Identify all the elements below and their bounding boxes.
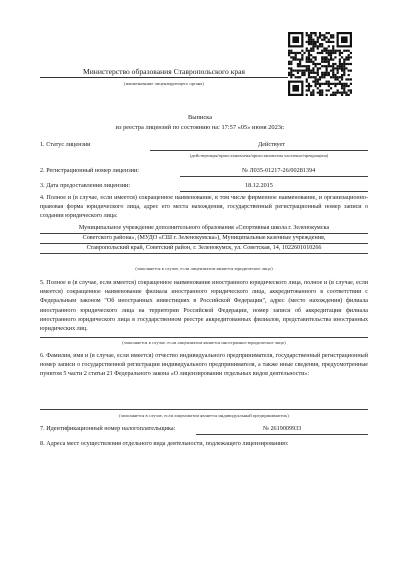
date-label: 3. Дата предоставления лицензии: <box>40 182 131 189</box>
reg-number-value: № Л035-01217-26/00281394 <box>242 167 316 174</box>
item5-caption: (заполняется в случае, если лицензиатом является иностранное юридическое лицо) <box>122 340 286 345</box>
licensing-authority-name: Министерство образования Ставропольского края <box>82 67 246 76</box>
status-caption: (действующая/приостановлена/приостановлена частично/прекращена) <box>189 153 329 158</box>
status-value: Действует <box>258 141 285 148</box>
date-value: 18.12.2015 <box>245 182 273 189</box>
item4-fill-line: Муниципальное учреждение дополнительного образования «Спортивная школа г. Зеленокумска <box>78 225 330 231</box>
inn-value: № 2619009933 <box>263 425 302 432</box>
item6-caption: (заполняется в случае, если лицензиатом является индивидуальный предприниматель) <box>119 413 289 418</box>
divider <box>40 409 368 410</box>
item4-text: 4. Полное и (в случае, если имеется) сокращенное наименование, в том числе фирменное наименование, и организационно-правовая форма юридического лица, адрес его места нахождения, государственный регистрационный номер записи о создании юридического лица: <box>40 195 368 220</box>
divider <box>196 434 368 435</box>
licensing-authority-caption: (наименование лицензирующего органа) <box>124 81 204 86</box>
item4-fill-line: Ставропольский край, Советский район, г. Зеленокумск, ул. Советская, 14, 1022601010266 <box>86 245 322 251</box>
status-label: 1. Статус лицензии <box>40 141 91 148</box>
qr-code-icon <box>288 32 352 96</box>
divider <box>150 150 368 151</box>
divider <box>180 176 368 177</box>
extract-title: Выписка <box>187 114 213 121</box>
item4-fill-line: Советского района», (МУДО «СШ г. Зеленокумска»), Муниципальные казенные учреждения, <box>82 235 326 241</box>
divider <box>40 77 288 78</box>
divider <box>180 191 368 192</box>
reg-number-label: 2. Регистрационный номер лицензии: <box>40 167 140 174</box>
divider <box>40 337 368 338</box>
inn-label: 7. Идентификационный номер налогоплательщика: <box>40 425 176 432</box>
item6-text: 6. Фамилия, имя и (в случае, если имеется) отчество индивидуального предпринимателя, государственный регистрационный номер записи о государственной регистрации индивидуального предпринимателя, а также иные сведения, предусмотренные пунктом 5 части 2 статьи 21 Федерального закона «О лицензировании отдельных видов деятельности»: <box>40 353 368 378</box>
item4-caption: (заполняется в случае, если лицензиатом является юридическое лицо) <box>135 266 273 271</box>
item5-text: 5. Полное и (в случае, если имеется) сокращенное наименование иностранного юридического лица, полное и (в случае, если имеется) сокращенное наименование филиала иностранного юридического лица, аккредитованного в соответствии с Федеральным законом "Об иностранных инвестициях в Российской Федерации", адрес (место нахождения) филиала иностранного юридического лица на территории Российской Федерации, номер записи об аккредитации филиала иностранного юридического лица в государственном реестре аккредитованных филиалов, представительства иностранных юридических лиц. <box>40 280 368 333</box>
extract-subtitle: из реестра лицензий по состоянию на: 17:57 «05» июня 2023г. <box>115 124 285 131</box>
divider <box>40 253 368 254</box>
item8-label: 8. Адреса мест осуществления отдельного вида деятельности, подлежащего лицензированию: <box>40 440 289 447</box>
